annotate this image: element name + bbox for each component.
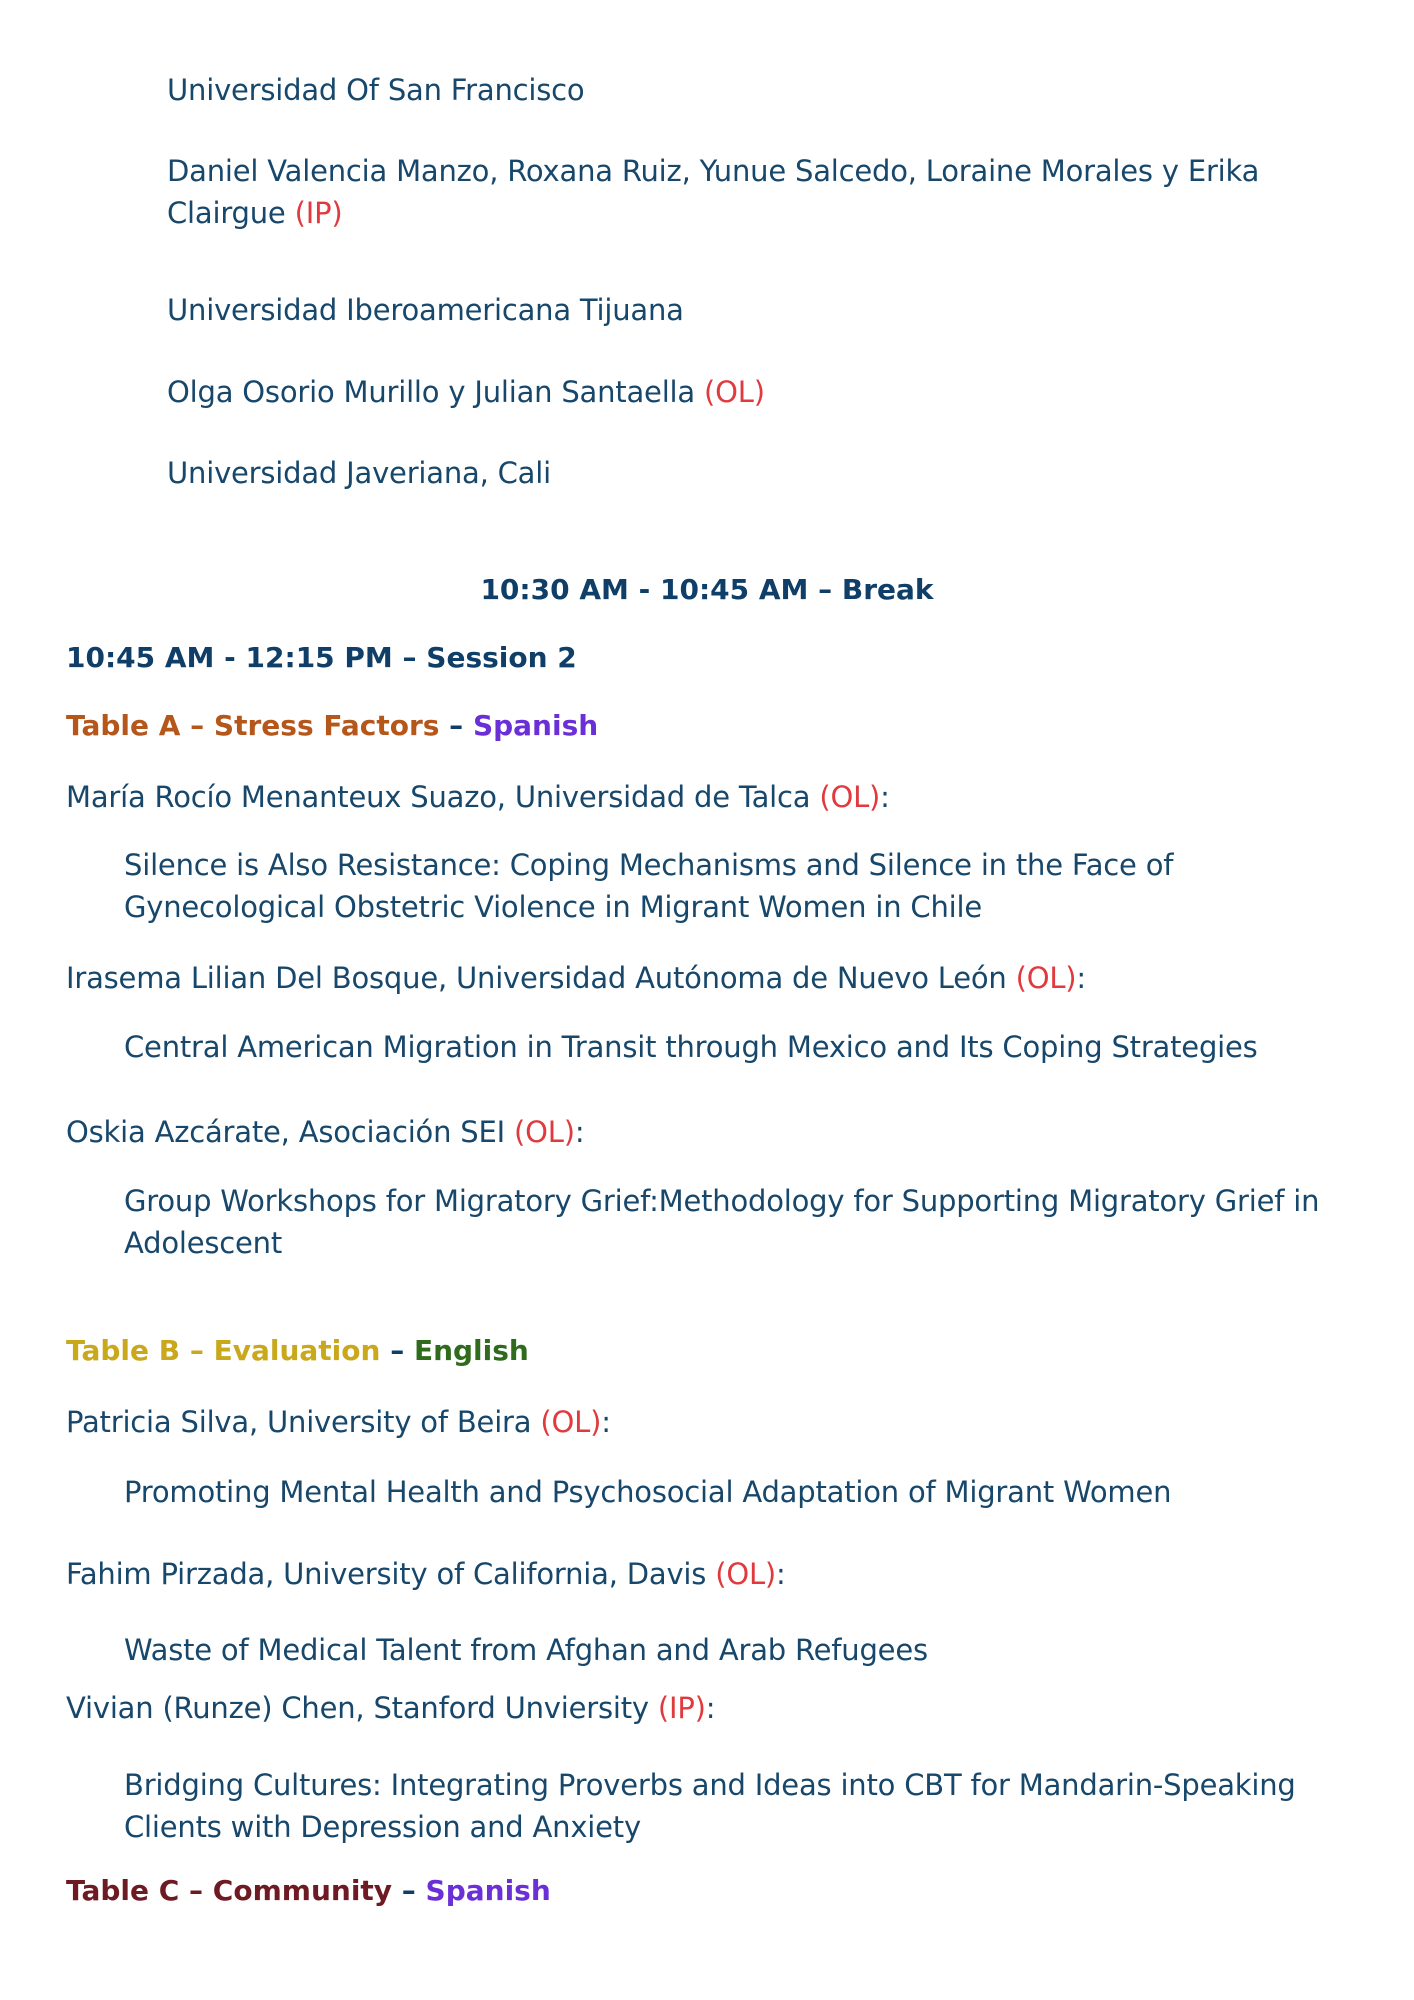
presenter-name: Patricia Silva, University of Beira <box>66 1405 532 1439</box>
institution-text <box>167 290 684 330</box>
colon: : <box>574 1115 585 1149</box>
presentation-mode-tag: (OL) <box>1015 961 1077 995</box>
presentation-mode-tag: (OL) <box>514 1115 575 1149</box>
presentation-mode-tag: (IP) <box>294 196 343 230</box>
presentation-title-text: Central American Migration in Transit through Mexico and Its Coping Strategies <box>124 1030 1258 1064</box>
presentation-title <box>124 1472 1171 1512</box>
presentation-mode-tag: (OL) <box>715 1557 777 1591</box>
presenter-line <box>66 1402 611 1442</box>
presentation-title-text: Group Workshops for Migratory Grief:Methodology for Supporting Migratory Grief in Adolescent <box>124 1184 1320 1260</box>
presenter-name: Fahim Pirzada, University of California, Davis <box>66 1557 707 1591</box>
break-time-heading <box>0 573 1414 606</box>
presenter-name: Vivian (Runze) Chen, Stanford Unviersity <box>66 1691 649 1725</box>
table-a-language: Spanish <box>472 709 599 742</box>
presenter-line <box>66 1554 786 1594</box>
presentation-title-text: Waste of Medical Talent from Afghan and Arab Refugees <box>124 1633 928 1667</box>
presentation-mode-tag: (OL) <box>819 780 881 814</box>
presenter-line <box>66 1112 584 1152</box>
colon: : <box>1076 961 1086 995</box>
heading-separator: – <box>392 1874 426 1907</box>
institution-name: Universidad Of San Francisco <box>167 73 585 107</box>
institution-name: Universidad Javeriana, Cali <box>167 456 551 490</box>
presenter-line <box>66 958 1086 998</box>
colon: : <box>776 1557 786 1591</box>
table-c-language: Spanish <box>425 1874 551 1907</box>
institution-text <box>167 453 551 493</box>
presentation-mode-tag: (OL) <box>704 375 765 409</box>
institution-text <box>167 70 584 110</box>
presentation-title <box>124 1630 928 1670</box>
presentation-title <box>124 844 1274 928</box>
session-2-label: 10:45 AM - 12:15 PM – Session 2 <box>66 641 577 674</box>
table-a-heading <box>66 709 598 742</box>
presentation-title-text: Bridging Cultures: Integrating Proverbs and Ideas into CBT for Mandarin-Speaking Clients with Depression and Anxiety <box>124 1768 1296 1844</box>
presentation-title-text: Silence is Also Resistance: Coping Mechanisms and Silence in the Face of Gynecological Obstetric Violence in Migrant Women in Chile <box>124 848 1174 924</box>
presenter-line <box>66 1688 715 1728</box>
authors-text <box>167 150 1317 234</box>
presentation-title-text: Promoting Mental Health and Psychosocial Adaptation of Migrant Women <box>124 1475 1172 1509</box>
heading-separator: – <box>439 709 473 742</box>
presenter-name: Oskia Azcárate, Asociación SEI <box>66 1115 505 1149</box>
colon: : <box>601 1405 611 1439</box>
table-b-language: English <box>413 1334 529 1367</box>
table-c-heading <box>66 1874 551 1907</box>
table-b-heading <box>66 1334 529 1367</box>
break-label: 10:30 AM - 10:45 AM – Break <box>480 573 934 606</box>
authors-names: Daniel Valencia Manzo, Roxana Ruiz, Yunue Salcedo, Loraine Morales y Erika Clairgue <box>167 154 1260 230</box>
presentation-title <box>124 1764 1344 1848</box>
heading-separator: – <box>380 1334 414 1367</box>
presentation-mode-tag: (OL) <box>540 1405 602 1439</box>
table-b-title: Table B – Evaluation <box>66 1334 381 1367</box>
authors-names: Olga Osorio Murillo y Julian Santaella <box>167 375 695 409</box>
presenter-name: María Rocío Menanteux Suazo, Universidad de Talca <box>66 780 811 814</box>
presentation-title <box>124 1027 1258 1067</box>
colon: : <box>705 1691 716 1725</box>
presentation-title <box>124 1180 1344 1264</box>
institution-name: Universidad Iberoamericana Tijuana <box>167 293 684 327</box>
authors-text <box>167 372 765 412</box>
session-2-time-heading <box>66 641 577 674</box>
presenter-line <box>66 777 890 817</box>
colon: : <box>880 780 890 814</box>
table-a-title: Table A – Stress Factors <box>66 709 440 742</box>
presenter-name: Irasema Lilian Del Bosque, Universidad Autónoma de Nuevo León <box>66 961 1007 995</box>
table-c-title: Table C – Community <box>66 1874 393 1907</box>
presentation-mode-tag: (IP) <box>657 1691 706 1725</box>
